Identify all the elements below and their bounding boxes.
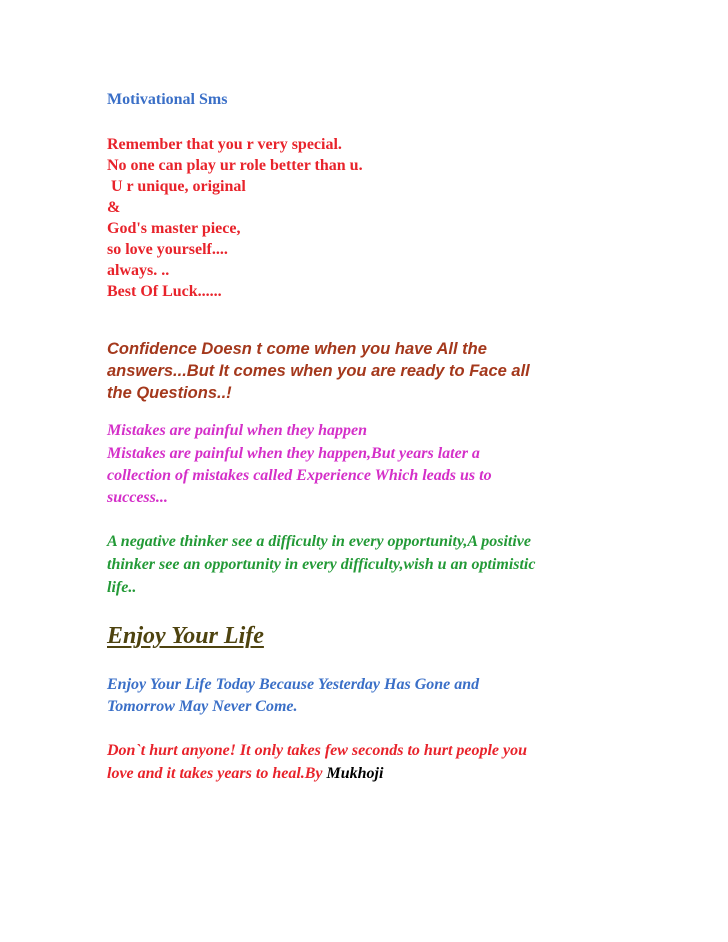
mistakes-quote-line: success... [107, 489, 168, 506]
enjoy-quote-line: Enjoy Your Life Today Because Yesterday Has Gone and [107, 676, 480, 693]
document-title: Motivational Sms [107, 91, 228, 108]
thinker-quote-line: thinker see an opportunity in every difficulty,wish u an optimistic [107, 556, 536, 573]
enjoy-life-heading: Enjoy Your Life [107, 623, 264, 649]
poem-line: U r unique, original [107, 178, 246, 195]
poem-line: God's master piece, [107, 220, 241, 237]
thinker-quote-line: A negative thinker see a difficulty in every opportunity,A positive [107, 533, 531, 550]
mistakes-quote-line: Mistakes are painful when they happen [107, 422, 368, 439]
confidence-quote-line: the Questions..! [107, 384, 232, 402]
mistakes-quote-line: Mistakes are painful when they happen,But years later a [107, 445, 480, 462]
poem-line: always. .. [107, 262, 170, 279]
hurt-quote-text: love and it takes years to heal.By [107, 765, 327, 782]
hurt-quote-line: Don`t hurt anyone! It only takes few seconds to hurt people you [107, 742, 528, 759]
confidence-quote-line: Confidence Doesn t come when you have All the [107, 340, 487, 358]
document-page [107, 0, 707, 942]
confidence-quote-line: answers...But It comes when you are ready to Face all [107, 362, 530, 380]
poem-line: Best Of Luck...... [107, 283, 222, 300]
author-name: Mukhoji [326, 765, 384, 782]
poem-line: No one can play ur role better than u. [107, 157, 363, 174]
hurt-quote-line [107, 763, 383, 784]
thinker-quote-line: life.. [107, 579, 137, 596]
enjoy-quote-line: Tomorrow May Never Come. [107, 698, 298, 715]
poem-line: Remember that you r very special. [107, 136, 342, 153]
mistakes-quote-line: collection of mistakes called Experience Which leads us to [107, 467, 492, 484]
poem-line: so love yourself.... [107, 241, 228, 258]
poem-line: & [107, 199, 121, 216]
